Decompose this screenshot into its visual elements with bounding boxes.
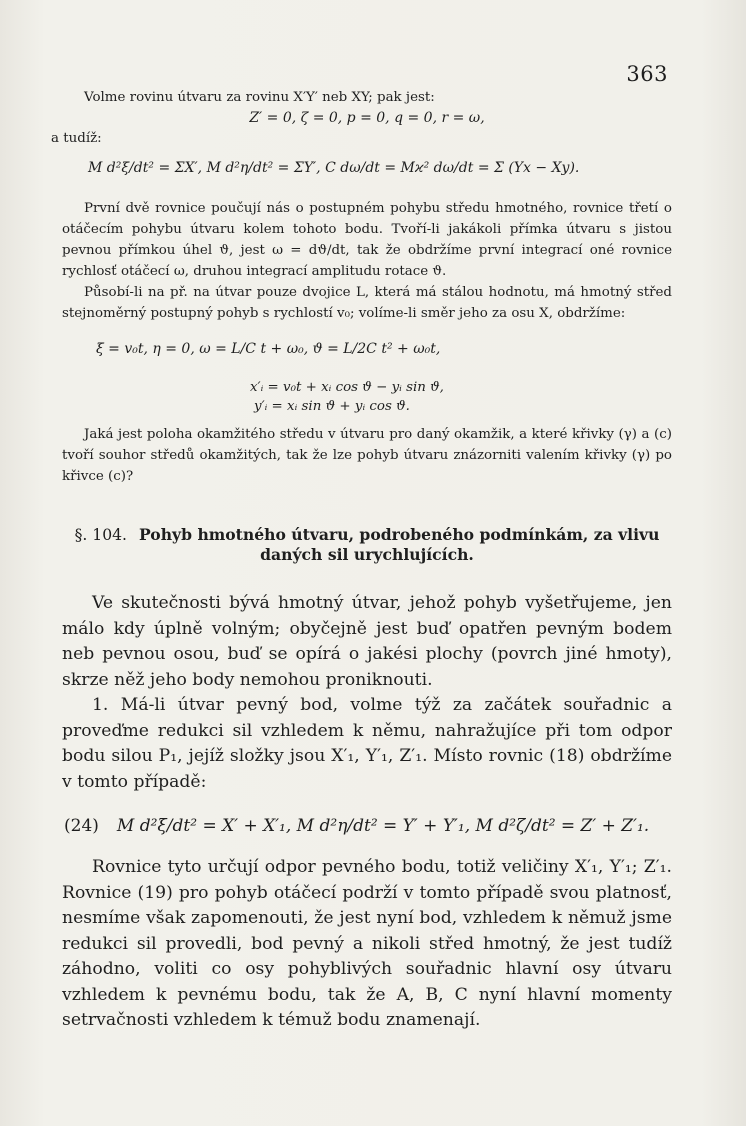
section-number: §. 104. bbox=[74, 526, 127, 544]
paragraph-question: Jaká jest poloha okamžitého středu v útvaru pro daný okamžik, a které křivky (γ) a (c) tvoří souhor středů okamžitých, tak že lze pohyb útvaru znázorniti valením křivky (γ) po křivce (c)? bbox=[62, 427, 672, 484]
page-content bbox=[51, 87, 672, 1034]
equation-24 bbox=[64, 803, 672, 849]
paragraph-intro: Volme rovinu útvaru za rovinu X′Y′ neb XY; pak jest: bbox=[84, 90, 435, 105]
equation-motion-plane: M d²ξ/dt² = ΣX′, M d²η/dt² = ΣY′, C dω/dt = Mϰ² dω/dt = Σ (Yx − Xy). bbox=[88, 160, 580, 176]
page-number: 363 bbox=[626, 62, 668, 86]
equation-xi-prime: x′ᵢ = v₀t + xᵢ cos ϑ − yᵢ sin ϑ, bbox=[250, 380, 444, 395]
equation-solutions: ξ = v₀t, η = 0, ω = L/C t + ω₀, ϑ = L/2C t² + ω₀t, bbox=[96, 341, 441, 357]
paragraph-reality: Ve skutečnosti bývá hmotný útvar, jehož pohyb vyšetřujeme, jen málo kdy úplně volným; obyčejně jest buď opatřen pevným bodem neb pevnou osou, buď se opírá o jakési plochy (povrch jiné hmoty), skrze něž jeho body nemohou proniknouti. bbox=[62, 593, 672, 690]
section-heading bbox=[62, 525, 672, 565]
equation-24-body: M d²ξ/dt² = X′ + X′₁, M d²η/dt² = Y′ + Y′₁, M d²ζ/dt² = Z′ + Z′₁. bbox=[116, 816, 650, 836]
paragraph-couple-L: Působí-li na př. na útvar pouze dvojice L, která má stálou hodnotu, má hmotný střed stejnoměrný postupný pohyb s rychlostí v₀; volíme-li směr jeho za osu X, obdržíme: bbox=[62, 285, 672, 321]
paragraph-first-two-equations: První dvě rovnice poučují nás o postupném pohybu středu hmotného, rovnice třetí o otáčecím pohybu útvaru kolem tohoto bodu. Tvoří-li jakákoli přímka útvaru s jistou pevnou přímkou úhel ϑ, jest ω = dϑ/dt, tak že obdržíme první integrací oné rovnice rychlosť otáčecí ω, druhou integrací amplitudu rotace ϑ. bbox=[62, 201, 672, 279]
paragraph-fixed-point: 1. Má-li útvar pevný bod, volme týž za začátek souřadnic a proveďme redukci sil vzhledem k němu, nahražujíce při tom odpor bodu silou P₁, jejíž složky jsou X′₁, Y′₁, Z′₁. Místo rovnic (18) obdržíme v tomto případě: bbox=[62, 695, 672, 792]
equation-conditions: Z′ = 0, ζ = 0, p = 0, q = 0, r = ω, bbox=[249, 110, 485, 126]
equation-yi-prime: y′ᵢ = xᵢ sin ϑ + yᵢ cos ϑ. bbox=[254, 399, 410, 414]
paragraph-a-tudiz: a tudíž: bbox=[51, 131, 102, 146]
paragraph-resistance: Rovnice tyto určují odpor pevného bodu, totiž veličiny X′₁, Y′₁; Z′₁. Rovnice (19) pro pohyb otáčecí podrží v tomto případě svou platnosť, nesmíme však zapomenouti, že jest nyní bod, vzhledem k němuž jsme redukci sil provedli, bod pevný a nikoli střed hmotný, že jest tudíž záhodno, voliti co osy pohyblivých souřadnic hlavní osy útvaru vzhledem k pevnému bodu, tak že A, B, C nyní hlavní momenty setrvačnosti vzhledem k témuž bodu znamenají. bbox=[62, 857, 672, 1030]
section-title: Pohyb hmotného útvaru, podrobeného podmínkám, za vlivu daných sil urychlujících. bbox=[139, 525, 660, 564]
equation-number: (24) bbox=[64, 816, 99, 836]
